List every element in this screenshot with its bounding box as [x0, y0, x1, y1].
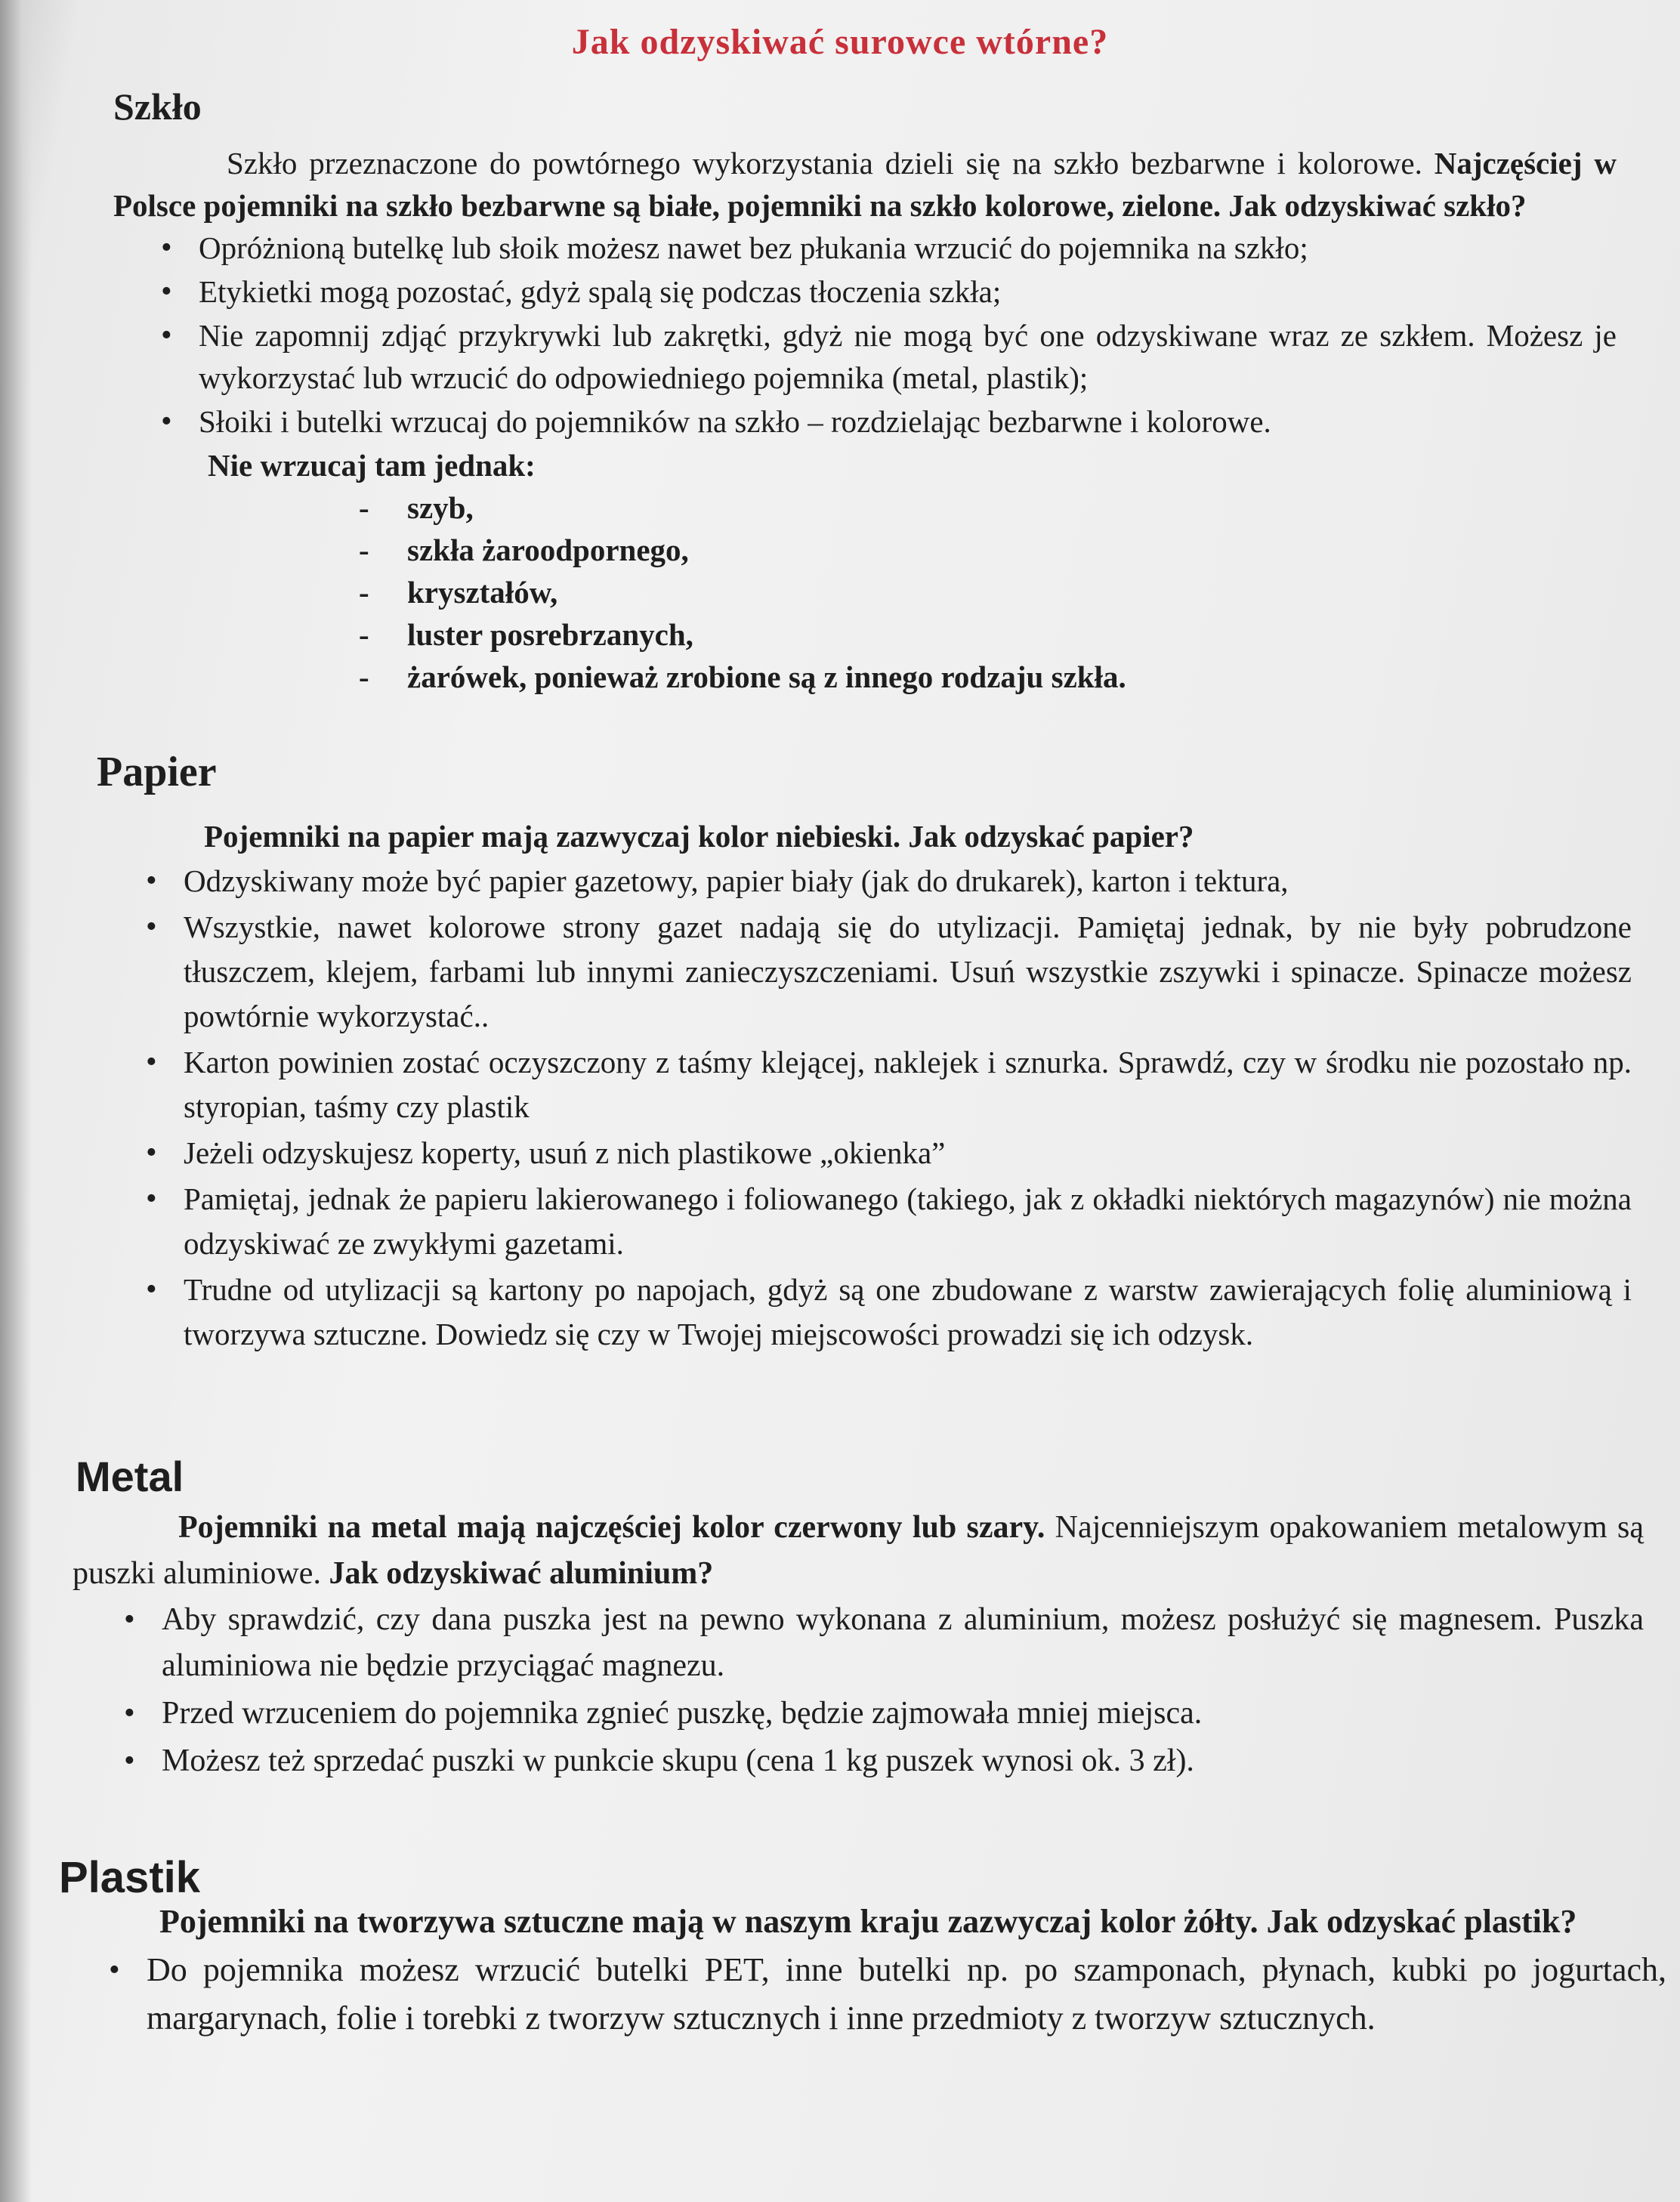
list-item: • Aby sprawdzić, czy dana puszka jest na pewno wykonana z aluminium, możesz posłużyć się magnesem. Puszka aluminiowa nie będzie przyciągać magnezu. [118, 1597, 1644, 1689]
list-item: - żarówek, ponieważ zrobione są z innego rodzaju szkła. [359, 656, 1617, 698]
szklo-intro-text: Szkło przeznaczone do powtórnego wykorzystania dzieli się na szkło bezbarwne i kolorowe. [227, 146, 1422, 181]
metal-intro-text: Najcenniejszym opakowaniem metalowym są puszki aluminiowe. [73, 1510, 1644, 1591]
list-item: • Odzyskiwany może być papier gazetowy, papier biały (jak do drukarek), karton i tektura, [140, 859, 1632, 903]
szklo-exclude-label: Nie wrzucaj tam jednak: [208, 448, 536, 483]
section-body-metal [73, 1505, 1644, 1786]
list-item: • Przed wrzuceniem do pojemnika zgnieć puszkę, będzie zajmowała mniej miejsca. [118, 1691, 1644, 1737]
papier-intro: Pojemniki na papier mają zazwyczaj kolor niebieski. Jak odzyskać papier? [204, 819, 1194, 854]
metal-intro-question: Jak odzyskiwać aluminium? [329, 1556, 714, 1591]
section-body-szklo [113, 142, 1617, 698]
section-heading-metal: Metal [76, 1453, 184, 1500]
binding-edge [0, 0, 32, 2202]
list-item: • Pamiętaj, jednak że papieru lakierowanego i foliowanego (takiego, jak z okładki niektórych magazynów) nie można odzyskiwać ze zwykłymi gazetami. [140, 1177, 1632, 1266]
section-body-papier [140, 814, 1632, 1358]
papier-bullet-list [140, 859, 1632, 1357]
section-heading-szklo: Szkło [113, 85, 202, 128]
document-title: Jak odzyskiwać surowce wtórne? [571, 22, 1109, 62]
metal-intro-bold: Pojemniki na metal mają najczęściej kolor czerwony lub szary. [178, 1510, 1045, 1545]
section-heading-papier: Papier [97, 749, 217, 795]
list-item: • Opróżnioną butelkę lub słoik możesz nawet bez płukania wrzucić do pojemnika na szkło; [155, 227, 1617, 269]
szklo-exclude-list [359, 486, 1617, 698]
list-item: • Etykietki mogą pozostać, gdyż spalą się podczas tłoczenia szkła; [155, 270, 1617, 313]
list-item: - luster posrebrzanych, [359, 613, 1617, 656]
list-item: - kryształów, [359, 571, 1617, 613]
szklo-intro [113, 142, 1617, 227]
list-item: • Słoiki i butelki wrzucaj do pojemników na szkło – rozdzielając bezbarwne i kolorowe. [155, 400, 1617, 443]
list-item: • Możesz też sprzedać puszki w punkcie skupu (cena 1 kg puszek wynosi ok. 3 zł). [118, 1738, 1644, 1784]
list-item: • Karton powinien zostać oczyszczony z taśmy klejącej, naklejek i sznurka. Sprawdź, czy w środku nie pozostało np. styropian, taśmy czy plastik [140, 1040, 1632, 1129]
list-item: • Trudne od utylizacji są kartony po napojach, gdyż są one zbudowane z warstw zawierających folię aluminiową i tworzywa sztuczne. Dowiedz się czy w Twojej miejscowości prowadzi się ich odzysk. [140, 1268, 1632, 1357]
plastik-intro: Pojemniki na tworzywa sztuczne mają w naszym kraju zazwyczaj kolor żółty. Jak odzyskać plastik? [159, 1903, 1577, 1940]
section-heading-plastik: Plastik [59, 1853, 200, 1902]
szklo-intro-bold: Najczęściej w Polsce pojemniki na szkło bezbarwne są białe, pojemniki na szkło kolorowe, zielone. Jak odzyskiwać szkło? [113, 146, 1617, 223]
list-item: • Do pojemnika możesz wrzucić butelki PET, inne butelki np. po szamponach, płynach, kubki po jogurtach, margarynach, folie i torebki z tworzyw sztucznych i inne przedmioty z tworzyw sztucznych. [103, 1946, 1666, 2043]
list-item: • Nie zapomnij zdjąć przykrywki lub zakrętki, gdyż nie mogą być one odzyskiwane wraz ze szkłem. Możesz je wykorzystać lub wrzucić do odpowiedniego pojemnika (metal, plastik); [155, 314, 1617, 399]
list-item: • Jeżeli odzyskujesz koperty, usuń z nich plastikowe „okienka” [140, 1131, 1632, 1175]
metal-bullet-list [118, 1597, 1644, 1784]
list-item: • Wszystkie, nawet kolorowe strony gazet nadają się do utylizacji. Pamiętaj jednak, by nie były pobrudzone tłuszczem, klejem, farbami lub innymi zanieczyszczeniami. Usuń wszystkie zszywki i spinacze. Spinacze możesz powtórnie wykorzystać.. [140, 905, 1632, 1039]
plastik-bullet-list [103, 1946, 1666, 2043]
szklo-bullet-list [155, 227, 1617, 443]
list-item: - szyb, [359, 486, 1617, 529]
metal-intro [73, 1505, 1644, 1597]
list-item: - szkła żaroodpornego, [359, 529, 1617, 571]
section-body-plastik [57, 1898, 1666, 2044]
